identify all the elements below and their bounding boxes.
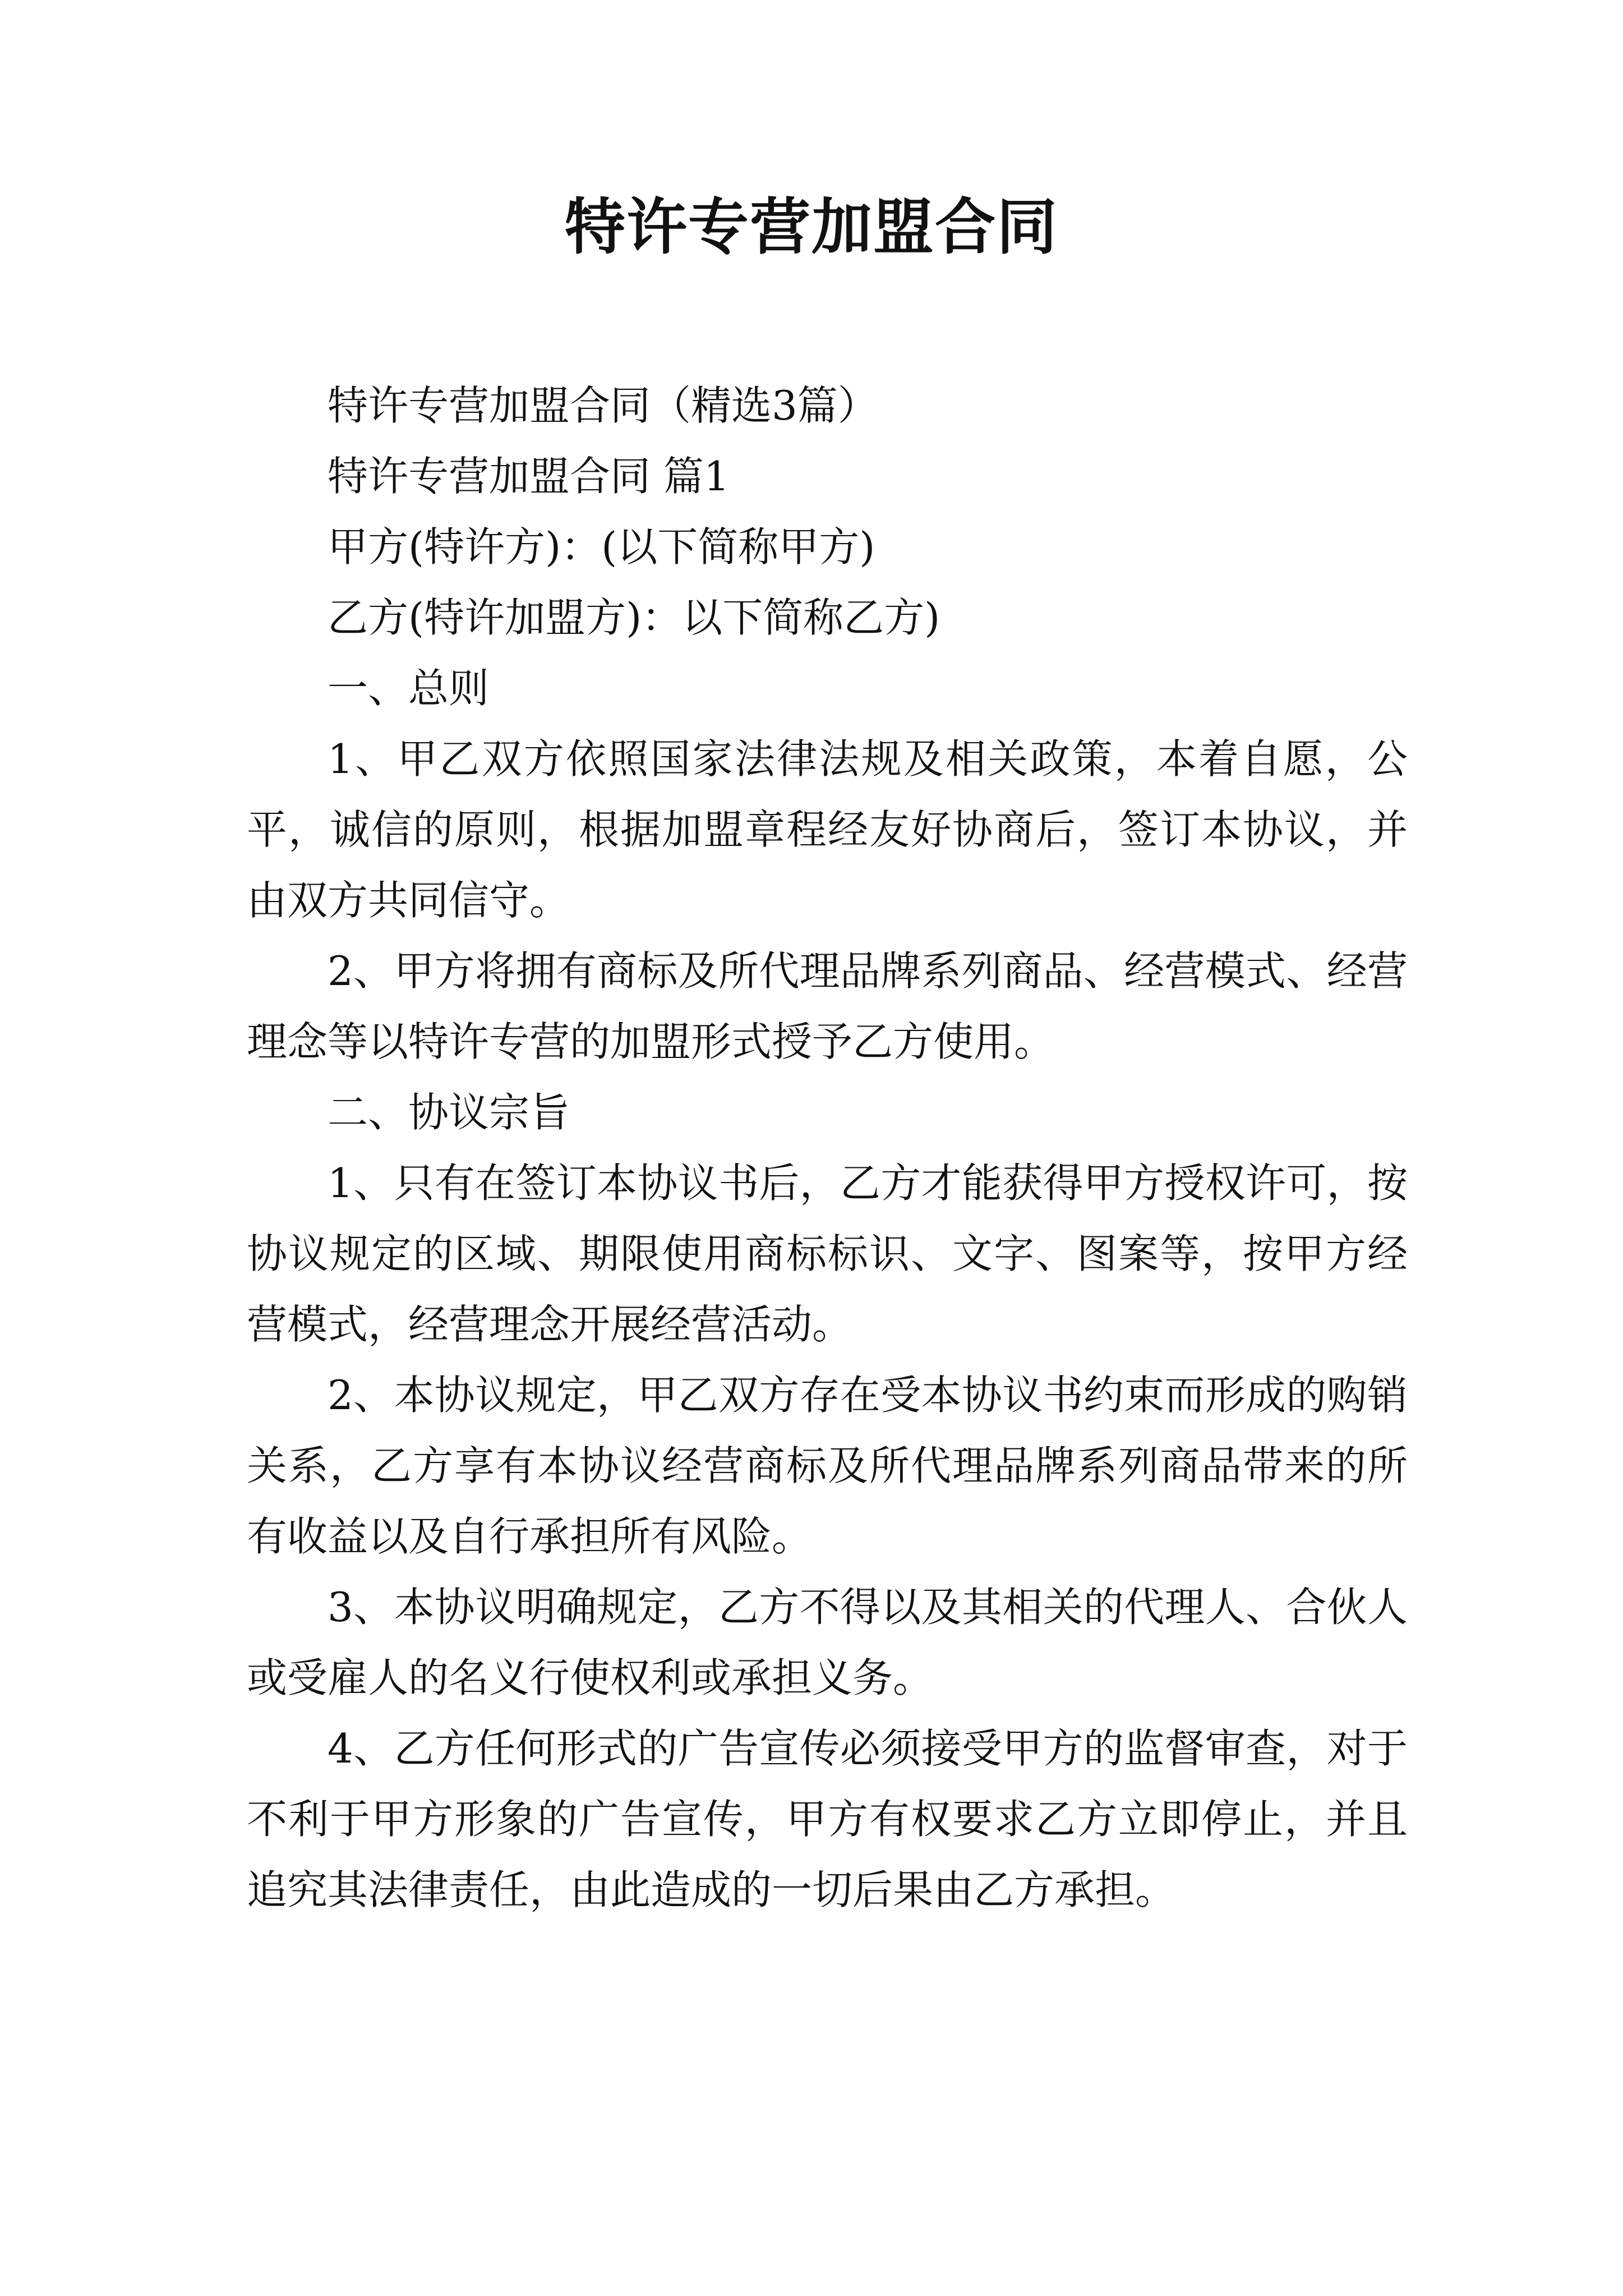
paragraph-section-heading: 特许专营加盟合同 篇1	[328, 453, 730, 500]
paragraph-purpose-4: 4、乙方任何形式的广告宣传必须接受甲方的监督审查，对于不利于甲方形象的广告宣传，甲方有权要求乙方立即停止，并且追究其法律责任，由此造成的一切后果由乙方承担。	[247, 1725, 1408, 1913]
paragraph-party-a: 甲方(特许方)：(以下简称甲方)	[328, 523, 875, 570]
paragraph-purpose-1: 1、只有在签订本协议书后，乙方才能获得甲方授权许可，按协议规定的区域、期限使用商标标识、文字、图案等，按甲方经营模式，经营理念开展经营活动。	[247, 1159, 1408, 1348]
paragraph-heading-general: 一、总则	[328, 665, 490, 712]
paragraph-subtitle: 特许专营加盟合同（精选3篇）	[328, 382, 878, 429]
paragraph-purpose-2: 2、本协议规定，甲乙双方存在受本协议书约束而形成的购销关系，乙方享有本协议经营商标及所代理品牌系列商品带来的所有收益以及自行承担所有风险。	[247, 1372, 1408, 1560]
paragraph-purpose-3: 3、本协议明确规定，乙方不得以及其相关的代理人、合伙人或受雇人的名义行使权利或承担义务。	[247, 1584, 1408, 1701]
paragraph-heading-purpose: 二、协议宗旨	[328, 1089, 570, 1136]
document-title: 特许专营加盟合同	[564, 192, 1058, 263]
paragraph-general-2: 2、甲方将拥有商标及所代理品牌系列商品、经营模式、经营理念等以特许专营的加盟形式授予乙方使用。	[247, 947, 1408, 1065]
paragraph-general-1: 1、甲乙双方依照国家法律法规及相关政策，本着自愿，公平，诚信的原则，根据加盟章程经友好协商后，签订本协议，并由双方共同信守。	[247, 735, 1408, 924]
paragraph-party-b: 乙方(特许加盟方)：以下简称乙方)	[328, 594, 940, 641]
document-body	[247, 370, 1408, 1925]
